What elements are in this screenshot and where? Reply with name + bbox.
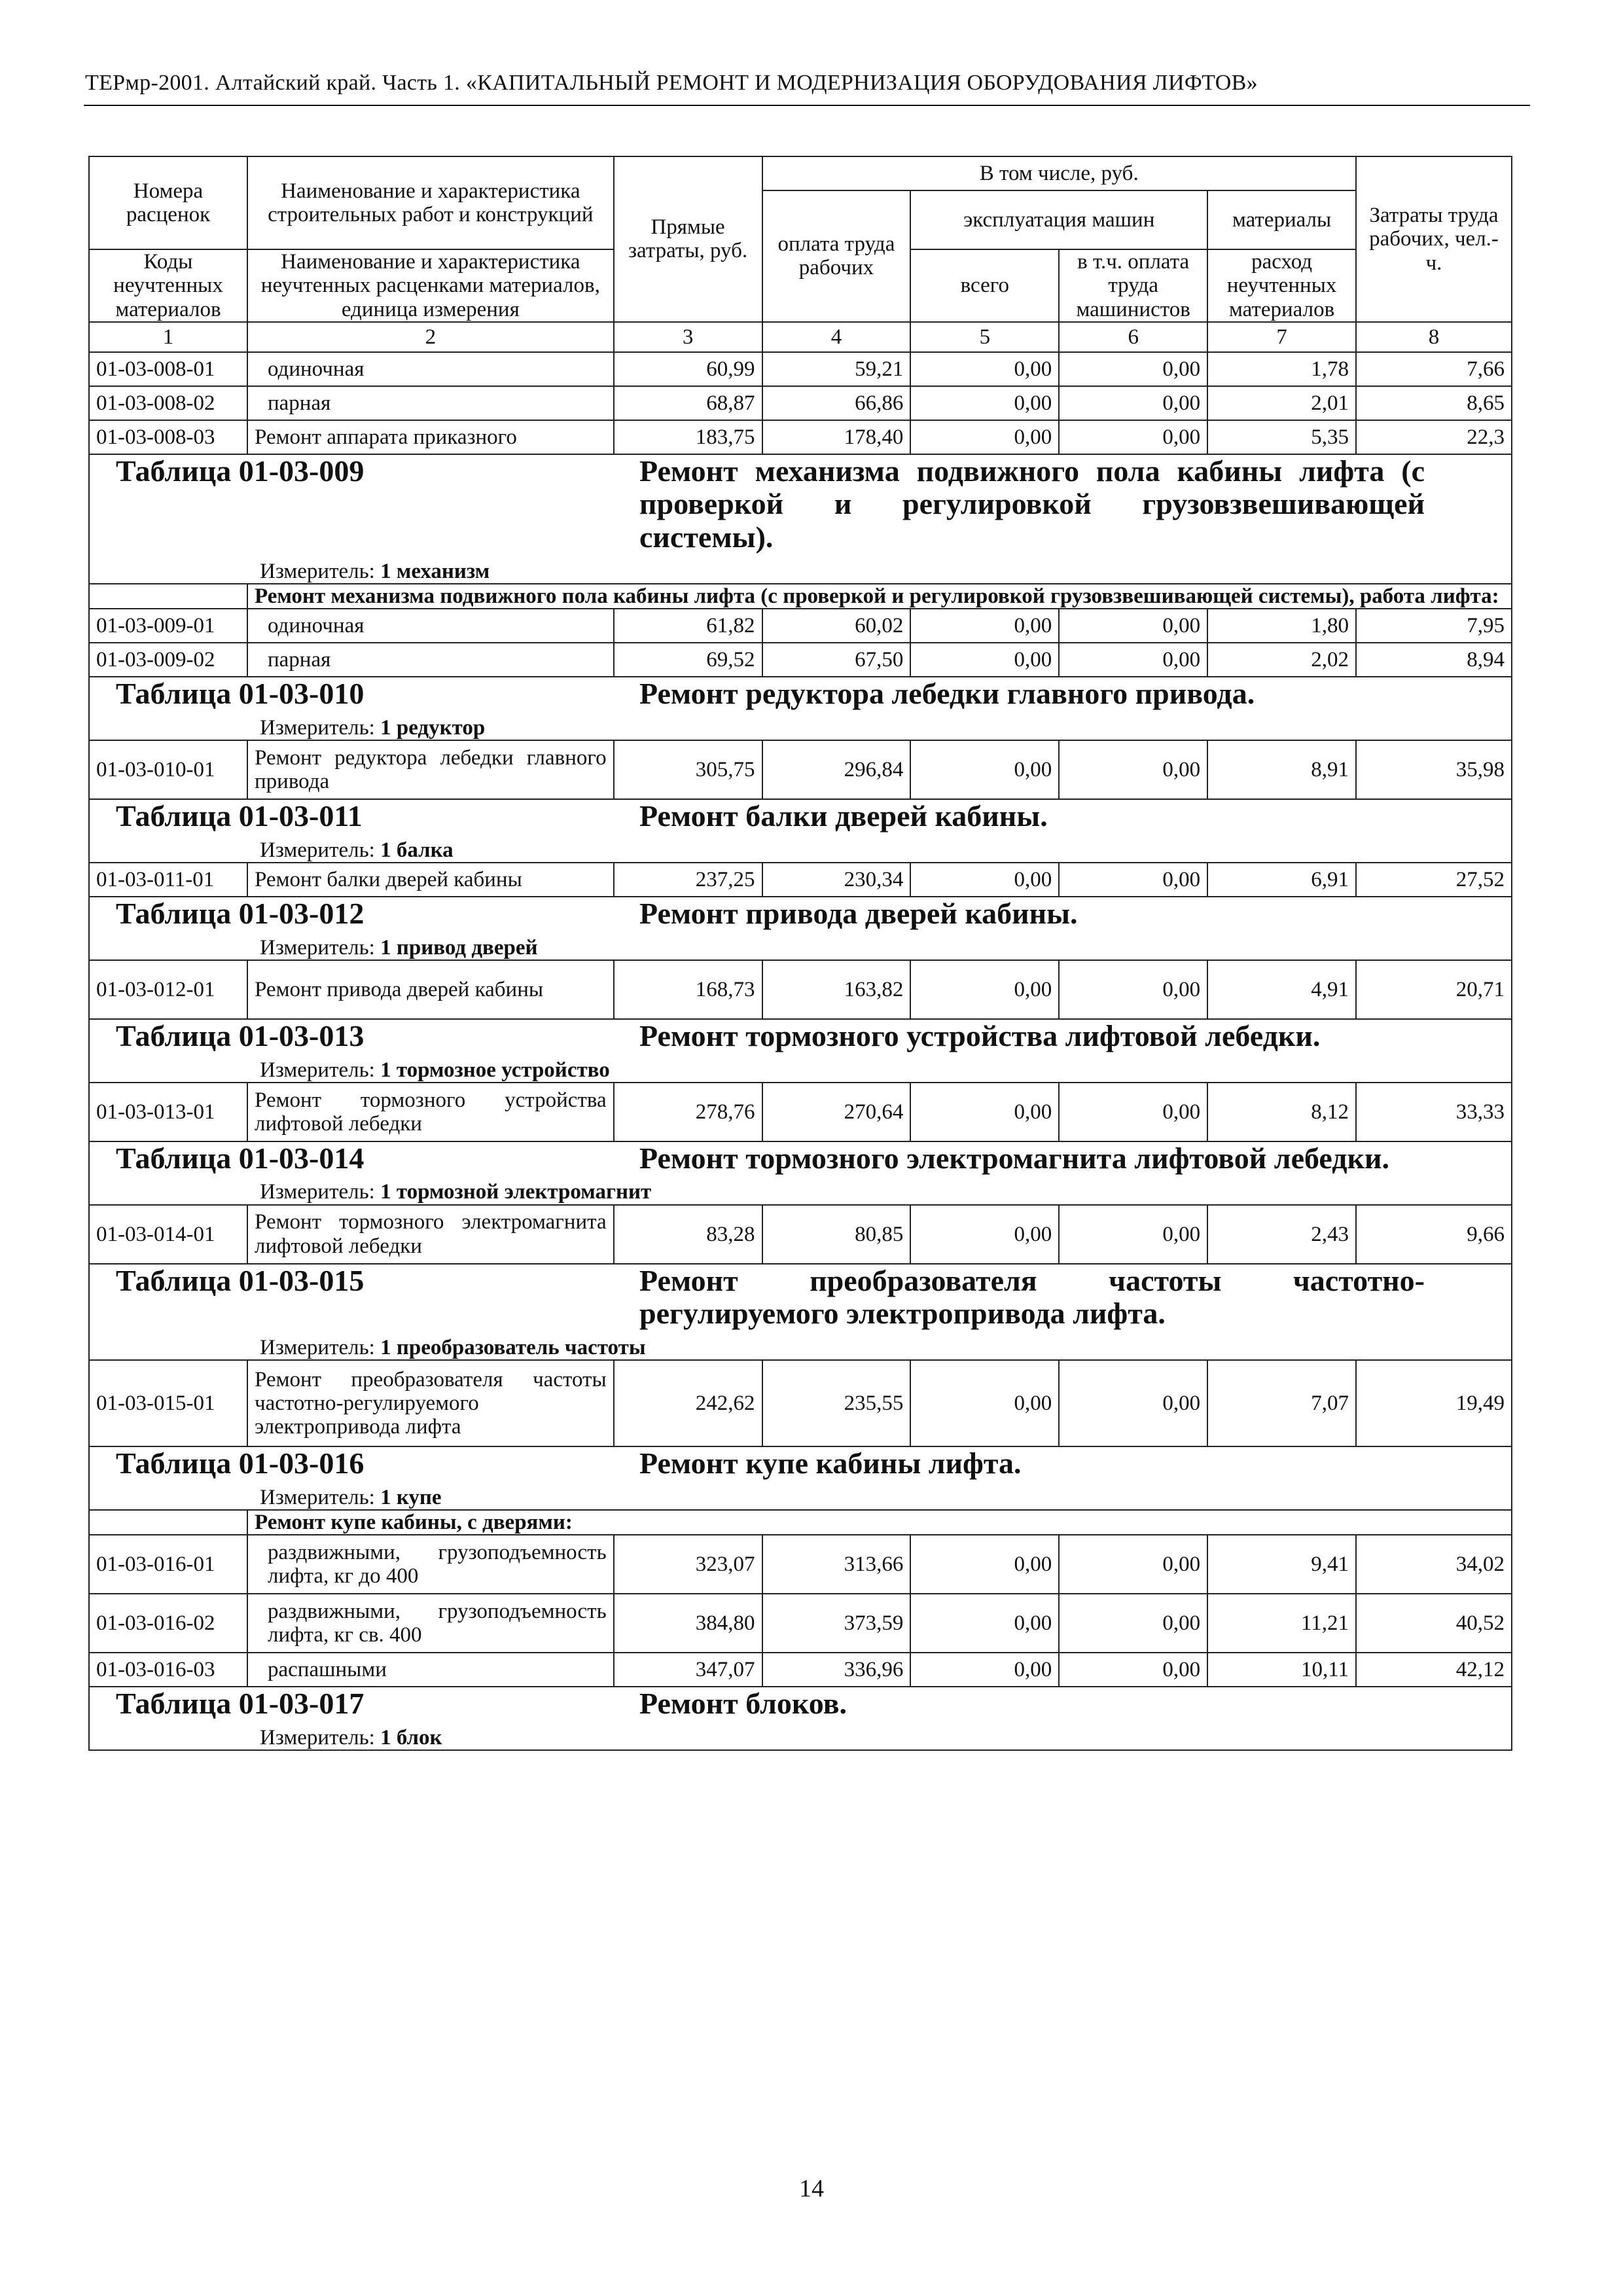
table-heading-cell (89, 677, 1512, 740)
table-title: Ремонт преобразователя частоты частотно-регулируемого электропривода лифта. (639, 1263, 1425, 1331)
table-row (89, 863, 1512, 897)
labor-pay: 336,96 (762, 1653, 911, 1687)
machines-total: 0,00 (910, 386, 1059, 420)
table-section-heading (89, 1687, 1512, 1750)
table-heading (96, 897, 1505, 931)
measure-unit (96, 1726, 1505, 1749)
rate-code: 01-03-010-01 (89, 740, 247, 799)
rates-table (88, 156, 1512, 1751)
labor-pay: 80,85 (762, 1205, 911, 1264)
work-name: парная (247, 643, 614, 677)
direct-costs: 168,73 (614, 960, 762, 1019)
rate-code: 01-03-014-01 (89, 1205, 247, 1264)
measure-label: Измеритель: (260, 715, 375, 740)
table-id: Таблица 01-03-017 (116, 1687, 365, 1721)
table-title: Ремонт тормозного устройства лифтовой лебедки. (639, 1018, 1321, 1052)
labor-pay: 60,02 (762, 609, 911, 643)
machines-labor: 0,00 (1059, 386, 1207, 420)
table-title: Ремонт механизма подвижного пола кабины лифта (с проверкой и регулировкой грузовзвешивающей системы). (639, 454, 1425, 554)
rate-code: 01-03-008-02 (89, 386, 247, 420)
labor-pay: 270,64 (762, 1083, 911, 1141)
machines-total: 0,00 (910, 740, 1059, 799)
table-heading-cell (89, 1687, 1512, 1750)
labor-hours: 8,65 (1356, 386, 1512, 420)
labor-hours: 40,52 (1356, 1594, 1512, 1653)
col-name-top: Наименование и характеристика строительных работ и конструкций (247, 156, 614, 249)
direct-costs: 323,07 (614, 1535, 762, 1594)
table-title: Ремонт блоков. (639, 1687, 847, 1721)
table-section-heading (89, 677, 1512, 740)
running-header: ТЕРмр-2001. Алтайский край. Часть 1. «КАПИТАЛЬНЫЙ РЕМОНТ И МОДЕРНИЗАЦИЯ ОБОРУДОВАНИЯ ЛИФТОВ» (85, 71, 1258, 95)
work-name: парная (247, 386, 614, 420)
page-number: 14 (799, 2175, 824, 2202)
table-section-heading (89, 1141, 1512, 1205)
work-name: распашными (247, 1653, 614, 1687)
materials: 1,80 (1207, 609, 1356, 643)
rate-code: 01-03-013-01 (89, 1083, 247, 1141)
machines-labor: 0,00 (1059, 1594, 1207, 1653)
table-section-heading (89, 1019, 1512, 1083)
labor-hours: 20,71 (1356, 960, 1512, 1019)
work-name: Ремонт привода дверей кабины (247, 960, 614, 1019)
materials: 10,11 (1207, 1653, 1356, 1687)
machines-labor: 0,00 (1059, 740, 1207, 799)
col-labor-pay: оплата труда рабочих (762, 190, 911, 322)
measure-label: Измеритель: (260, 935, 375, 960)
machines-labor: 0,00 (1059, 1360, 1207, 1446)
table-row (89, 960, 1512, 1019)
table-heading-cell (89, 897, 1512, 960)
measure-value: 1 тормозное устройство (380, 1058, 610, 1082)
table-id: Таблица 01-03-011 (116, 799, 363, 833)
col-materials: материалы (1207, 190, 1356, 249)
direct-costs: 237,25 (614, 863, 762, 897)
measure-label: Измеритель: (260, 1485, 375, 1509)
labor-hours: 7,66 (1356, 352, 1512, 386)
work-name: одиночная (247, 609, 614, 643)
machines-labor: 0,00 (1059, 420, 1207, 454)
direct-costs: 278,76 (614, 1083, 762, 1141)
labor-pay: 59,21 (762, 352, 911, 386)
table-row (89, 609, 1512, 643)
labor-pay: 163,82 (762, 960, 911, 1019)
labor-pay: 235,55 (762, 1360, 911, 1446)
table-row (89, 1205, 1512, 1264)
direct-costs: 242,62 (614, 1360, 762, 1446)
col-number: 1 (89, 322, 247, 352)
table-heading (96, 677, 1505, 711)
rate-code: 01-03-016-01 (89, 1535, 247, 1594)
table-section-heading (89, 1264, 1512, 1360)
col-including: В том числе, руб. (762, 156, 1357, 190)
machines-labor: 0,00 (1059, 352, 1207, 386)
col-machines: эксплуатация машин (910, 190, 1207, 249)
rate-code: 01-03-008-01 (89, 352, 247, 386)
direct-costs: 347,07 (614, 1653, 762, 1687)
materials: 8,91 (1207, 740, 1356, 799)
materials: 9,41 (1207, 1535, 1356, 1594)
labor-hours: 42,12 (1356, 1653, 1512, 1687)
work-name: раздвижными, грузоподъемность лифта, кг до 400 (247, 1535, 614, 1594)
measure-unit (96, 716, 1505, 740)
labor-hours: 33,33 (1356, 1083, 1512, 1141)
machines-labor: 0,00 (1059, 609, 1207, 643)
work-name: Ремонт балки дверей кабины (247, 863, 614, 897)
labor-pay: 230,34 (762, 863, 911, 897)
rate-code: 01-03-016-03 (89, 1653, 247, 1687)
rate-code: 01-03-011-01 (89, 863, 247, 897)
labor-pay: 67,50 (762, 643, 911, 677)
group-code (89, 1510, 247, 1535)
col-number: 8 (1356, 322, 1512, 352)
labor-pay: 313,66 (762, 1535, 911, 1594)
labor-hours: 27,52 (1356, 863, 1512, 897)
measure-value: 1 преобразователь частоты (380, 1335, 646, 1359)
col-name-bottom: Наименование и характеристика неучтенных расценками материалов, единица измерения (247, 249, 614, 322)
table-id: Таблица 01-03-015 (116, 1263, 365, 1297)
table-row (89, 1535, 1512, 1594)
labor-pay: 373,59 (762, 1594, 911, 1653)
group-row (89, 1510, 1512, 1535)
materials: 2,02 (1207, 643, 1356, 677)
table-row (89, 1594, 1512, 1653)
labor-hours: 22,3 (1356, 420, 1512, 454)
labor-hours: 35,98 (1356, 740, 1512, 799)
col-machines-labor: в т.ч. оплата труда машинистов (1059, 249, 1207, 322)
col-number: 4 (762, 322, 911, 352)
labor-pay: 178,40 (762, 420, 911, 454)
work-name: раздвижными, грузоподъемность лифта, кг св. 400 (247, 1594, 614, 1653)
group-row (89, 584, 1512, 609)
machines-total: 0,00 (910, 1594, 1059, 1653)
measure-label: Измеритель: (260, 838, 375, 862)
machines-total: 0,00 (910, 643, 1059, 677)
table-heading (96, 455, 1505, 554)
work-name: Ремонт тормозного электромагнита лифтовой лебедки (247, 1205, 614, 1264)
work-name: Ремонт редуктора лебедки главного привода (247, 740, 614, 799)
rate-code: 01-03-012-01 (89, 960, 247, 1019)
table-id: Таблица 01-03-014 (116, 1141, 365, 1175)
direct-costs: 305,75 (614, 740, 762, 799)
measure-unit (96, 936, 1505, 960)
measure-value: 1 привод дверей (380, 935, 538, 960)
table-row (89, 643, 1512, 677)
direct-costs: 384,80 (614, 1594, 762, 1653)
machines-labor: 0,00 (1059, 1083, 1207, 1141)
measure-value: 1 тормозной электромагнит (380, 1180, 652, 1204)
direct-costs: 68,87 (614, 386, 762, 420)
labor-hours: 7,95 (1356, 609, 1512, 643)
measure-label: Измеритель: (260, 559, 375, 583)
table-heading (96, 1020, 1505, 1053)
direct-costs: 61,82 (614, 609, 762, 643)
col-materials-unaccounted: расход неучтенных материалов (1207, 249, 1356, 322)
measure-label: Измеритель: (260, 1180, 375, 1204)
group-title: Ремонт механизма подвижного пола кабины лифта (с проверкой и регулировкой грузовзвешивающей системы), работа лифта: (247, 584, 1512, 609)
measure-unit (96, 1336, 1505, 1359)
table-heading (96, 1687, 1505, 1721)
measure-unit (96, 560, 1505, 583)
materials: 1,78 (1207, 352, 1356, 386)
table-row (89, 1083, 1512, 1141)
table-heading-cell (89, 1446, 1512, 1510)
col-number: 2 (247, 322, 614, 352)
labor-pay: 296,84 (762, 740, 911, 799)
machines-labor: 0,00 (1059, 960, 1207, 1019)
rate-code: 01-03-009-01 (89, 609, 247, 643)
table-row (89, 420, 1512, 454)
table-heading-cell (89, 454, 1512, 584)
measure-unit (96, 838, 1505, 862)
table-heading-cell (89, 1141, 1512, 1205)
direct-costs: 69,52 (614, 643, 762, 677)
materials: 11,21 (1207, 1594, 1356, 1653)
col-machines-total: всего (910, 249, 1059, 322)
col-number: 6 (1059, 322, 1207, 352)
table-section-heading (89, 799, 1512, 863)
machines-labor: 0,00 (1059, 643, 1207, 677)
measure-value: 1 редуктор (380, 715, 486, 740)
measure-value: 1 блок (380, 1725, 442, 1749)
materials: 7,07 (1207, 1360, 1356, 1446)
col-number: 7 (1207, 322, 1356, 352)
materials: 6,91 (1207, 863, 1356, 897)
col-labor-hours: Затраты труда рабочих, чел.-ч. (1356, 156, 1512, 322)
table-heading (96, 1447, 1505, 1480)
machines-total: 0,00 (910, 960, 1059, 1019)
table-row (89, 352, 1512, 386)
table-heading (96, 1142, 1505, 1175)
machines-total: 0,00 (910, 352, 1059, 386)
table-heading-cell (89, 799, 1512, 863)
machines-total: 0,00 (910, 1535, 1059, 1594)
col-number: 3 (614, 322, 762, 352)
measure-unit (96, 1180, 1505, 1204)
direct-costs: 183,75 (614, 420, 762, 454)
table-row (89, 740, 1512, 799)
materials: 8,12 (1207, 1083, 1356, 1141)
machines-total: 0,00 (910, 420, 1059, 454)
machines-total: 0,00 (910, 1083, 1059, 1141)
table-title: Ремонт купе кабины лифта. (639, 1446, 1022, 1480)
table-heading (96, 800, 1505, 833)
labor-pay: 66,86 (762, 386, 911, 420)
measure-label: Измеритель: (260, 1058, 375, 1082)
measure-unit (96, 1058, 1505, 1082)
materials: 4,91 (1207, 960, 1356, 1019)
header-rule (84, 105, 1530, 106)
machines-total: 0,00 (910, 609, 1059, 643)
materials: 2,43 (1207, 1205, 1356, 1264)
machines-labor: 0,00 (1059, 863, 1207, 897)
table-heading-cell (89, 1019, 1512, 1083)
machines-labor: 0,00 (1059, 1653, 1207, 1687)
measure-unit (96, 1486, 1505, 1509)
machines-total: 0,00 (910, 1653, 1059, 1687)
labor-hours: 9,66 (1356, 1205, 1512, 1264)
table-title: Ремонт тормозного электромагнита лифтовой лебедки. (639, 1141, 1390, 1175)
measure-label: Измеритель: (260, 1725, 375, 1749)
col-number: 5 (910, 322, 1059, 352)
table-row (89, 1653, 1512, 1687)
direct-costs: 60,99 (614, 352, 762, 386)
table-id: Таблица 01-03-010 (116, 677, 365, 711)
machines-total: 0,00 (910, 863, 1059, 897)
table-heading (96, 1265, 1505, 1331)
work-name: Ремонт тормозного устройства лифтовой лебедки (247, 1083, 614, 1141)
table-id: Таблица 01-03-012 (116, 897, 365, 931)
materials: 2,01 (1207, 386, 1356, 420)
col-code-top: Номера расценок (89, 156, 247, 249)
col-code-bottom: Коды неучтенных материалов (89, 249, 247, 322)
work-name: одиночная (247, 352, 614, 386)
work-name: Ремонт аппарата приказного (247, 420, 614, 454)
measure-value: 1 купе (380, 1485, 442, 1509)
table-id: Таблица 01-03-016 (116, 1446, 365, 1480)
table-title: Ремонт редуктора лебедки главного привода. (639, 677, 1255, 711)
machines-total: 0,00 (910, 1205, 1059, 1264)
work-name: Ремонт преобразователя частоты частотно-регулируемого электропривода лифта (247, 1360, 614, 1446)
rates-document (88, 156, 1512, 1751)
col-direct-costs: Прямые затраты, руб. (614, 156, 762, 322)
table-title: Ремонт балки дверей кабины. (639, 799, 1048, 833)
machines-labor: 0,00 (1059, 1535, 1207, 1594)
measure-value: 1 балка (380, 838, 454, 862)
direct-costs: 83,28 (614, 1205, 762, 1264)
table-section-heading (89, 454, 1512, 584)
rate-code: 01-03-015-01 (89, 1360, 247, 1446)
table-section-heading (89, 1446, 1512, 1510)
table-id: Таблица 01-03-009 (116, 454, 365, 488)
table-row (89, 386, 1512, 420)
rate-code: 01-03-009-02 (89, 643, 247, 677)
machines-total: 0,00 (910, 1360, 1059, 1446)
rate-code: 01-03-008-03 (89, 420, 247, 454)
table-heading-cell (89, 1264, 1512, 1360)
rate-code: 01-03-016-02 (89, 1594, 247, 1653)
measure-label: Измеритель: (260, 1335, 375, 1359)
table-row (89, 1360, 1512, 1446)
materials: 5,35 (1207, 420, 1356, 454)
labor-hours: 19,49 (1356, 1360, 1512, 1446)
table-section-heading (89, 897, 1512, 960)
measure-value: 1 механизм (380, 559, 490, 583)
machines-labor: 0,00 (1059, 1205, 1207, 1264)
labor-hours: 8,94 (1356, 643, 1512, 677)
table-title: Ремонт привода дверей кабины. (639, 897, 1078, 931)
labor-hours: 34,02 (1356, 1535, 1512, 1594)
group-title: Ремонт купе кабины, с дверями: (247, 1510, 1512, 1535)
group-code (89, 584, 247, 609)
table-id: Таблица 01-03-013 (116, 1018, 365, 1052)
